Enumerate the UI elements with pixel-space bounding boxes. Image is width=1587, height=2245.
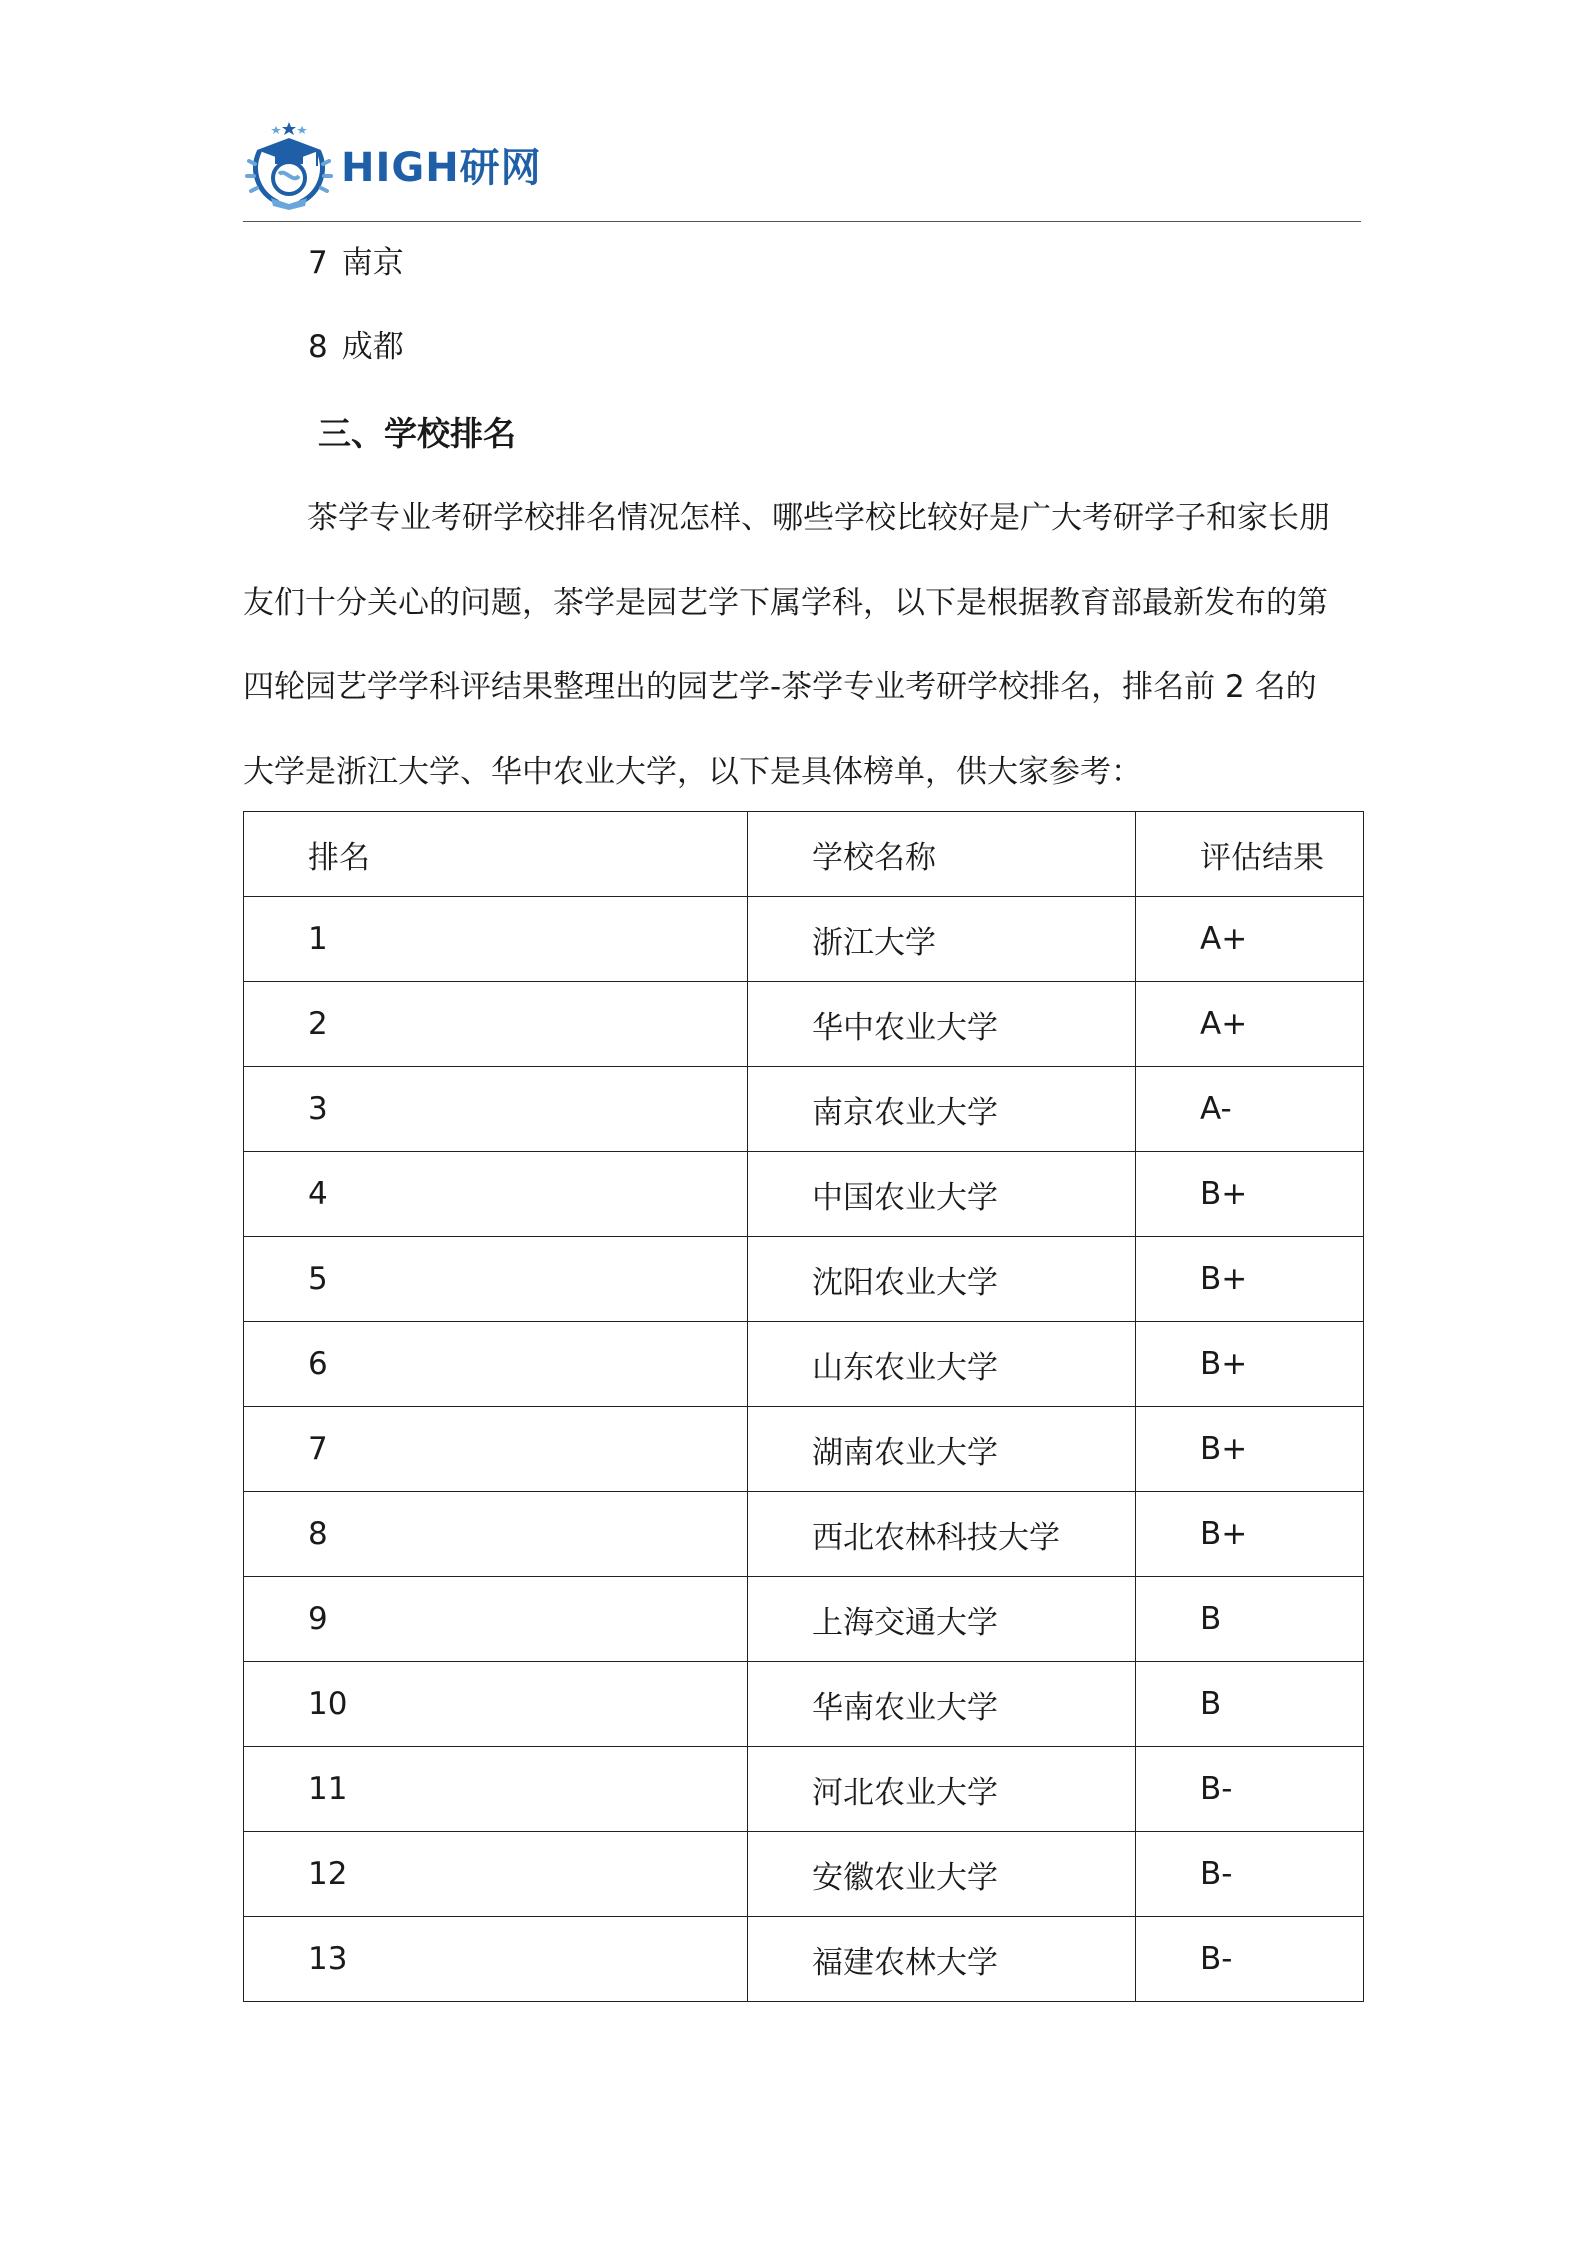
- rank-cell: 5: [244, 1237, 748, 1322]
- school-cell: 浙江大学: [748, 897, 1136, 982]
- grade-cell: B-: [1136, 1747, 1364, 1832]
- school-cell: 上海交通大学: [748, 1577, 1136, 1662]
- column-header-grade: 评估结果: [1136, 812, 1364, 897]
- table-row: [244, 1577, 1364, 1662]
- table-row: [244, 1237, 1364, 1322]
- paragraph-line: 大学是浙江大学、华中农业大学，以下是具体榜单，供大家参考：: [243, 753, 1142, 790]
- table-header-row: [244, 812, 1364, 897]
- intro-paragraph: [243, 488, 1361, 826]
- logo-text: HIGH研网: [341, 144, 542, 191]
- rank-cell: 4: [244, 1152, 748, 1237]
- table-row: [244, 1492, 1364, 1577]
- grade-cell: B+: [1136, 1492, 1364, 1577]
- rank-cell: 6: [244, 1322, 748, 1407]
- header-divider: [243, 221, 1361, 222]
- grade-cell: B+: [1136, 1237, 1364, 1322]
- grade-cell: B: [1136, 1662, 1364, 1747]
- table-row: [244, 897, 1364, 982]
- table-row: [244, 1832, 1364, 1917]
- rank-cell: 3: [244, 1067, 748, 1152]
- rank-cell: 12: [244, 1832, 748, 1917]
- school-cell: 安徽农业大学: [748, 1832, 1136, 1917]
- grade-cell: A+: [1136, 982, 1364, 1067]
- school-cell: 山东农业大学: [748, 1322, 1136, 1407]
- section-heading: 三、学校排名: [318, 414, 516, 453]
- rank-cell: 10: [244, 1662, 748, 1747]
- school-cell: 华中农业大学: [748, 982, 1136, 1067]
- grade-cell: B+: [1136, 1322, 1364, 1407]
- rank-cell: 13: [244, 1917, 748, 2002]
- grade-cell: B+: [1136, 1152, 1364, 1237]
- school-cell: 沈阳农业大学: [748, 1237, 1136, 1322]
- grade-cell: B-: [1136, 1832, 1364, 1917]
- school-cell: 西北农林科技大学: [748, 1492, 1136, 1577]
- table-row: [244, 1662, 1364, 1747]
- list-item: [308, 243, 404, 283]
- table-row: [244, 1322, 1364, 1407]
- rank-cell: 2: [244, 982, 748, 1067]
- grade-cell: B-: [1136, 1917, 1364, 2002]
- school-cell: 华南农业大学: [748, 1662, 1136, 1747]
- table-row: [244, 1917, 1364, 2002]
- site-logo: [243, 118, 542, 210]
- grade-cell: B+: [1136, 1407, 1364, 1492]
- table-row: [244, 1067, 1364, 1152]
- list-item-number: 8: [308, 329, 328, 365]
- table-row: [244, 982, 1364, 1067]
- list-item-city: 南京: [341, 245, 404, 281]
- school-ranking-table: [243, 811, 1364, 2002]
- table-row: [244, 1747, 1364, 1832]
- school-cell: 湖南农业大学: [748, 1407, 1136, 1492]
- column-header-school: 学校名称: [748, 812, 1136, 897]
- rank-cell: 1: [244, 897, 748, 982]
- grade-cell: A-: [1136, 1067, 1364, 1152]
- graduation-emblem-icon: [243, 118, 335, 210]
- list-item: [308, 327, 404, 367]
- rank-cell: 11: [244, 1747, 748, 1832]
- table-row: [244, 1407, 1364, 1492]
- grade-cell: A+: [1136, 897, 1364, 982]
- page-header: [243, 118, 1361, 222]
- list-item-number: 7: [308, 245, 328, 281]
- paragraph-line: 友们十分关心的问题，茶学是园艺学下属学科，以下是根据教育部最新发布的第: [243, 584, 1328, 621]
- school-cell: 中国农业大学: [748, 1152, 1136, 1237]
- rank-cell: 8: [244, 1492, 748, 1577]
- rank-cell: 9: [244, 1577, 748, 1662]
- school-cell: 南京农业大学: [748, 1067, 1136, 1152]
- table-row: [244, 1152, 1364, 1237]
- list-item-city: 成都: [341, 329, 404, 365]
- school-cell: 河北农业大学: [748, 1747, 1136, 1832]
- paragraph-line: 四轮园艺学学科评结果整理出的园艺学-茶学专业考研学校排名，排名前 2 名的: [243, 669, 1317, 705]
- column-header-rank: 排名: [244, 812, 748, 897]
- grade-cell: B: [1136, 1577, 1364, 1662]
- rank-cell: 7: [244, 1407, 748, 1492]
- paragraph-line: 茶学专业考研学校排名情况怎样、哪些学校比较好是广大考研学子和家长朋: [307, 500, 1330, 536]
- school-cell: 福建农林大学: [748, 1917, 1136, 2002]
